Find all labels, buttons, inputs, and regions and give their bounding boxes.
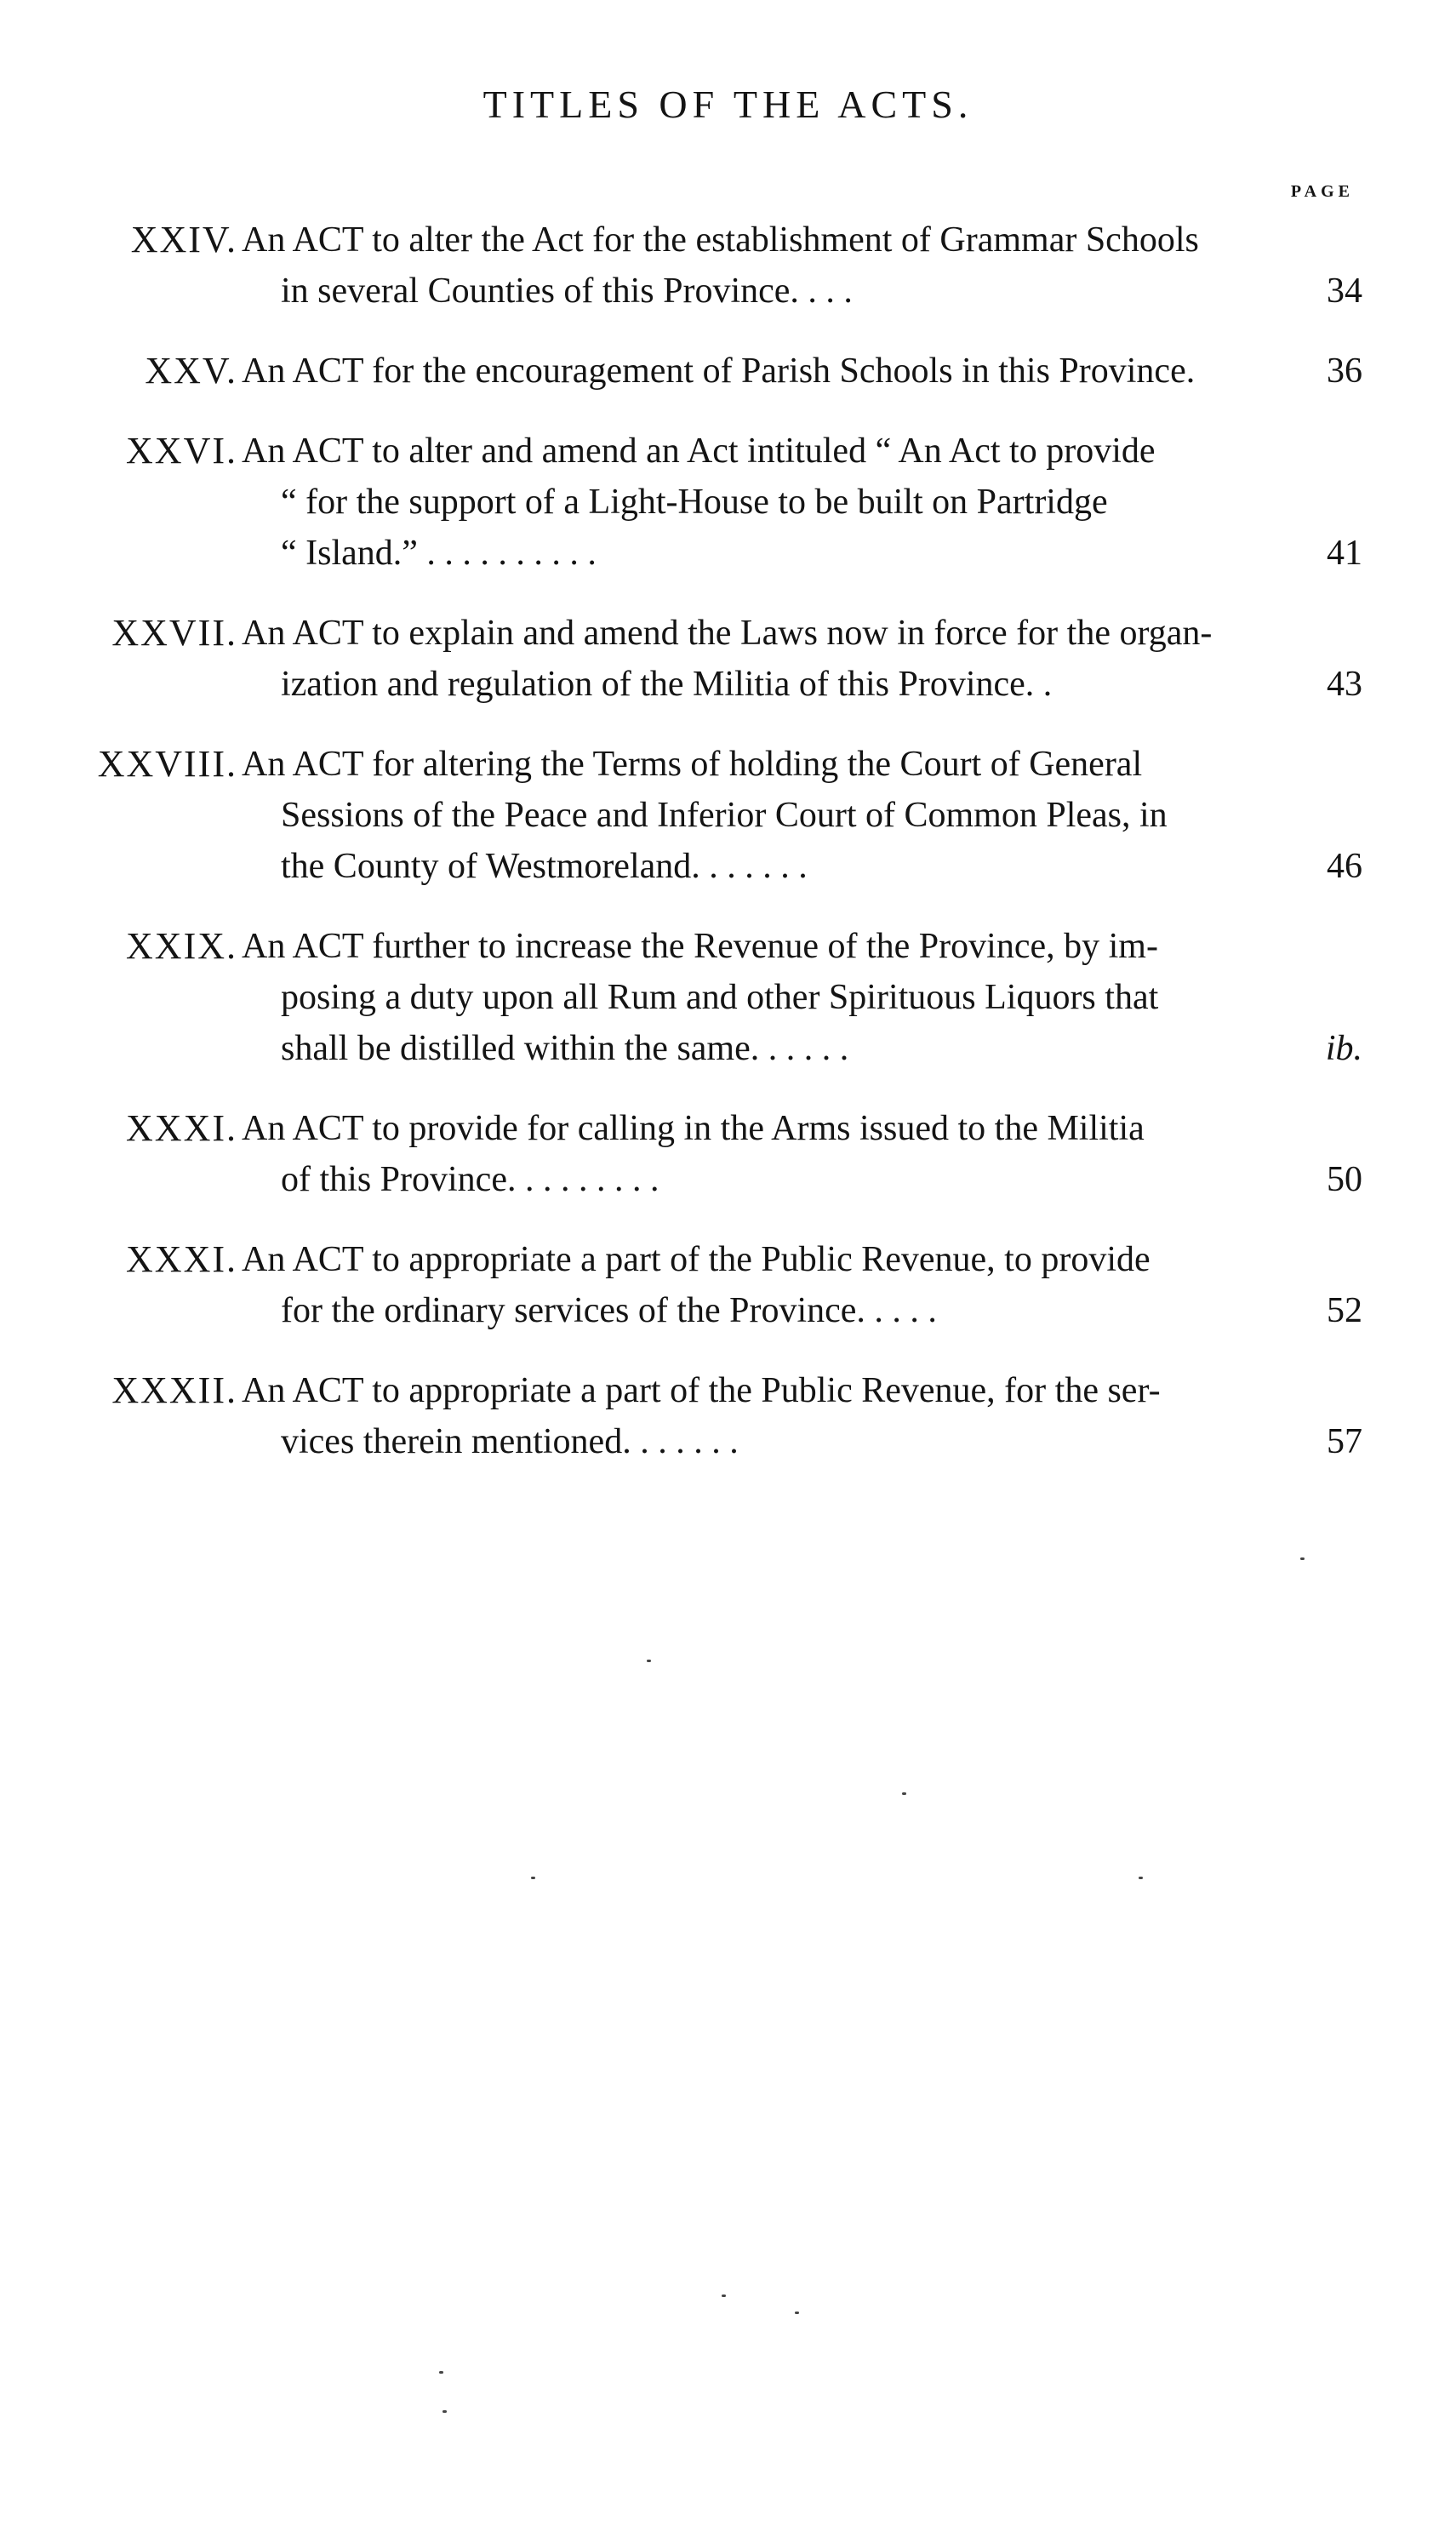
page-number: 34 — [1327, 271, 1362, 311]
act-title-line: An ACT to explain and amend the Laws now in force for the organ- — [242, 614, 1213, 653]
act-title-line: shall be distilled within the same. . . . . . — [281, 1029, 849, 1068]
paper-speck — [1139, 1877, 1143, 1879]
page-number: 43 — [1327, 665, 1362, 704]
act-title — [242, 214, 1304, 317]
act-numeral: XXXI. — [126, 1238, 237, 1280]
act-numeral: XXVII. — [111, 612, 237, 654]
list-item — [0, 921, 1456, 1074]
act-title-line: “ for the support of a Light-House to be built on Partridge — [281, 483, 1108, 522]
paper-speck — [722, 2295, 726, 2297]
act-title-line: of this Province. . . . . . . . . — [281, 1160, 659, 1199]
acts-list — [0, 214, 1456, 1496]
page-number: 41 — [1327, 534, 1362, 573]
act-title-line: An ACT to appropriate a part of the Public Revenue, to provide — [242, 1240, 1151, 1279]
list-item — [0, 1365, 1456, 1467]
list-item — [0, 739, 1456, 892]
act-numeral: XXV. — [145, 350, 237, 391]
act-title-line: An ACT to appropriate a part of the Public Revenue, for the ser- — [242, 1371, 1161, 1410]
paper-speck — [647, 1660, 651, 1662]
act-title-line: “ Island.” . . . . . . . . . . — [281, 534, 597, 573]
act-numeral: XXVI. — [126, 430, 237, 471]
act-numeral: XXIX. — [126, 925, 237, 967]
act-title-line: ization and regulation of the Militia of this Province. . — [281, 665, 1053, 704]
act-numeral: XXIV. — [130, 219, 237, 260]
act-title-line: An ACT to alter the Act for the establishment of Grammar Schools — [242, 220, 1199, 260]
act-numeral: XXXI. — [126, 1107, 237, 1149]
paper-speck — [531, 1877, 535, 1879]
act-title — [242, 1234, 1304, 1336]
list-item — [0, 346, 1456, 397]
page-number: 57 — [1327, 1422, 1362, 1461]
act-title — [242, 1103, 1304, 1205]
act-title-line: for the ordinary services of the Province. . . . . — [281, 1291, 937, 1330]
act-title-line: An ACT for altering the Terms of holding the Court of General — [242, 745, 1143, 784]
paper-speck — [795, 2312, 799, 2314]
page-number: 50 — [1327, 1160, 1362, 1199]
act-title-line: posing a duty upon all Rum and other Spirituous Liquors that — [281, 978, 1159, 1017]
page-number: 52 — [1327, 1291, 1362, 1330]
act-title-line: An ACT to alter and amend an Act intituled “ An Act to provide — [242, 431, 1156, 471]
paper-speck — [443, 2410, 447, 2413]
act-title-line: the County of Westmoreland. . . . . . . — [281, 847, 808, 886]
paper-speck — [902, 1792, 906, 1795]
act-title-line: Sessions of the Peace and Inferior Court of Common Pleas, in — [281, 796, 1168, 835]
act-title — [242, 739, 1304, 892]
list-item — [0, 1234, 1456, 1336]
act-title — [242, 346, 1304, 397]
page-title: TITLES OF THE ACTS. — [482, 83, 974, 126]
page-number: ib. — [1325, 1029, 1362, 1068]
act-title — [242, 608, 1304, 710]
list-item — [0, 214, 1456, 317]
act-title — [242, 921, 1304, 1074]
paper-speck — [439, 2371, 443, 2374]
act-title — [242, 426, 1304, 579]
list-item — [0, 1103, 1456, 1205]
page-number: 46 — [1327, 847, 1362, 886]
act-title-line: An ACT to provide for calling in the Arms issued to the Militia — [242, 1109, 1145, 1148]
act-title — [242, 1365, 1304, 1467]
act-title-line: An ACT for the encouragement of Parish Schools in this Province. — [242, 351, 1196, 391]
list-item — [0, 426, 1456, 579]
act-title-line: in several Counties of this Province. . . . — [281, 271, 853, 311]
page-number: 36 — [1327, 351, 1362, 391]
act-title-line: An ACT further to increase the Revenue of the Province, by im- — [242, 927, 1158, 966]
paper-speck — [1300, 1557, 1305, 1560]
act-title-line: vices therein mentioned. . . . . . . — [281, 1422, 739, 1461]
page-column-header: PAGE — [1290, 182, 1354, 201]
list-item — [0, 608, 1456, 710]
act-numeral: XXVIII. — [97, 743, 237, 785]
act-numeral: XXXII. — [111, 1369, 237, 1411]
